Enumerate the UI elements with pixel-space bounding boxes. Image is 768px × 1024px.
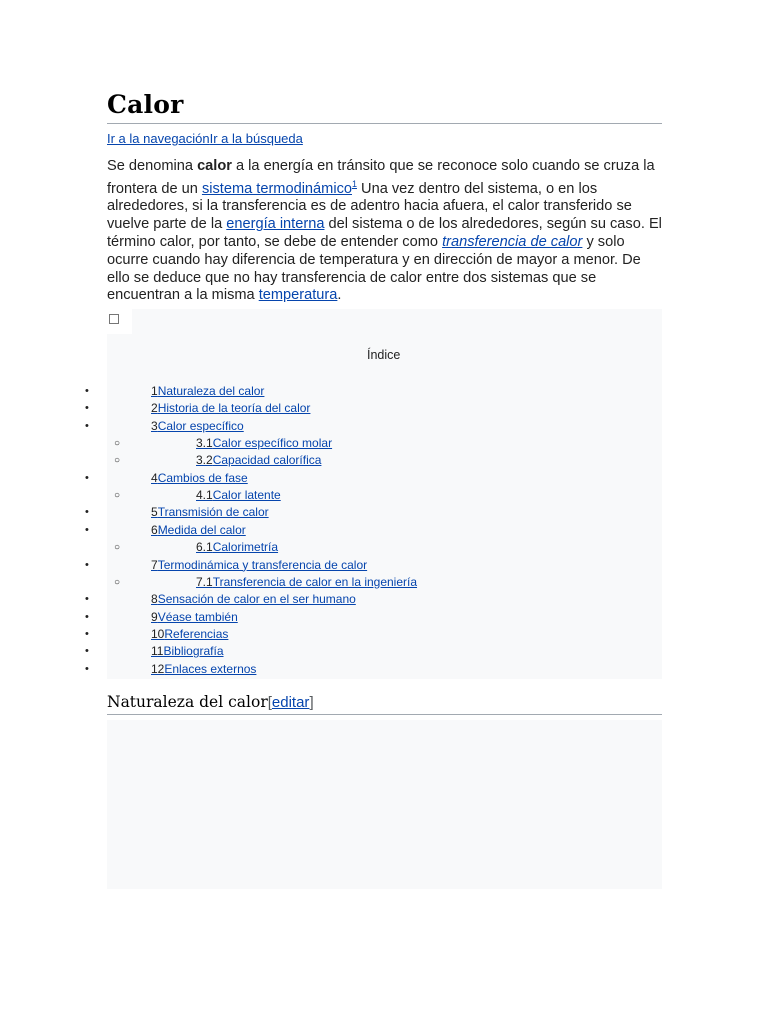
toc-item[interactable] [0, 557, 660, 574]
toc-item[interactable] [0, 539, 660, 556]
toc-number: 11 [151, 644, 164, 659]
circle-bullet-icon: ○ [114, 490, 121, 502]
link-sistema-termodinamico[interactable]: sistema termodinámico [201, 180, 352, 197]
circle-bullet-icon: ○ [114, 455, 121, 467]
toc-number: 8 [151, 592, 158, 607]
toc-label: Transferencia de calor en la ingeniería [212, 574, 418, 589]
intro-paragraph [107, 158, 665, 305]
toc-link[interactable] [151, 470, 248, 487]
toc-label: Bibliografía [163, 644, 224, 659]
toc-link[interactable] [151, 643, 224, 660]
toc-link[interactable] [151, 557, 367, 574]
toc-link[interactable] [196, 539, 278, 556]
intro-text: del sistema o de los alrededores, según su caso. El término calor, por tanto, se debe de entender como [107, 216, 662, 251]
toc-item[interactable] [0, 470, 660, 487]
toc-item[interactable] [0, 591, 660, 608]
toc-link[interactable] [151, 522, 246, 539]
toc-number: 1 [151, 384, 158, 398]
toc-item[interactable] [0, 435, 660, 452]
disc-bullet-icon: • [85, 419, 89, 432]
toc-link[interactable] [196, 435, 332, 452]
reference-link[interactable]: 1 [351, 178, 357, 189]
toc-item[interactable] [0, 609, 660, 626]
toc-item[interactable] [0, 487, 660, 504]
toc-number: 3.1 [196, 436, 213, 451]
image-placeholder [107, 720, 662, 889]
section-divider [107, 714, 662, 715]
toc-item[interactable] [0, 383, 660, 400]
toc-link[interactable] [196, 487, 281, 504]
intro-text: a la energía en tránsito que se reconoce solo cuando se cruza la frontera de un [107, 158, 655, 197]
disc-bullet-icon: • [85, 523, 89, 536]
toc-link[interactable] [151, 661, 256, 678]
circle-bullet-icon: ○ [114, 576, 121, 588]
page-title: Calor [107, 90, 184, 119]
toc-item[interactable] [0, 522, 660, 539]
toc-link[interactable] [151, 418, 244, 435]
intro-text: Una vez dentro del sistema, o en los alrededores, si la transferencia es de adentro hacia afuera, el calor transferido se vuelve parte de la [107, 180, 632, 233]
jump-to-navigation-link[interactable]: Ir a la navegación [107, 131, 210, 146]
intro-text: y solo ocurre cuando hay diferencia de temperatura y en dirección de mayor a menor. De ello se deduce que no hay transferencia de calor entre dos sistemas que se encuentran a la misma [107, 234, 641, 304]
toc-label: Calor específico molar [212, 436, 333, 451]
toc-number: 5 [151, 505, 158, 520]
toc-label: Naturaleza del calor [157, 384, 265, 398]
toc-number: 7 [151, 557, 158, 572]
disc-bullet-icon: • [85, 402, 89, 415]
toc-link[interactable] [151, 591, 356, 608]
toc-label: Calor latente [212, 488, 281, 503]
section-heading [107, 693, 314, 711]
jump-to-search-link[interactable]: Ir a la búsqueda [209, 131, 303, 146]
toc-number: 6.1 [196, 540, 213, 555]
toc-item[interactable] [0, 574, 660, 591]
toc-item[interactable] [0, 452, 660, 469]
toc-link[interactable] [151, 504, 269, 521]
toc-link[interactable] [196, 574, 417, 591]
disc-bullet-icon: • [85, 610, 89, 623]
toc-label: Transmisión de calor [157, 505, 269, 520]
toc-number: 2 [151, 401, 158, 416]
section-title: Naturaleza del calor [107, 693, 268, 711]
intro-text: . [337, 287, 342, 304]
edit-section-link[interactable]: editar [271, 694, 310, 711]
circle-bullet-icon: ○ [114, 438, 121, 450]
toc-number: 4 [151, 470, 158, 485]
toc-number: 10 [151, 626, 165, 641]
disc-bullet-icon: • [85, 645, 89, 658]
toc-number: 7.1 [196, 574, 213, 589]
toc-number: 4.1 [196, 488, 213, 503]
toc-link[interactable] [151, 383, 264, 400]
toc-label: Termodinámica y transferencia de calor [157, 557, 368, 572]
toc-number: 9 [151, 609, 158, 624]
toc-link[interactable] [151, 626, 228, 643]
disc-bullet-icon: • [85, 627, 89, 640]
toc-number: 3 [151, 418, 158, 433]
toc-toggle-checkbox[interactable] [109, 314, 119, 324]
toc-item[interactable] [0, 626, 660, 643]
toc-label: Referencias [164, 626, 229, 641]
jump-links [107, 131, 303, 146]
toc-item[interactable] [0, 504, 660, 521]
circle-bullet-icon: ○ [114, 542, 121, 554]
link-temperatura[interactable]: temperatura [258, 287, 338, 304]
toc-title: Índice [367, 348, 401, 362]
toc-link[interactable] [196, 452, 321, 469]
disc-bullet-icon: • [85, 506, 89, 519]
toc-number: 3.2 [196, 453, 213, 468]
toc-label: Calor específico [157, 418, 244, 433]
toc-item[interactable] [0, 400, 660, 417]
toc-label: Medida del calor [157, 522, 246, 537]
toc-link[interactable] [151, 609, 238, 626]
disc-bullet-icon: • [85, 662, 89, 675]
toc-item[interactable] [0, 418, 660, 435]
toc-label: Capacidad calorífica [212, 453, 322, 468]
link-transferencia-de-calor[interactable]: transferencia de calor [442, 234, 583, 251]
disc-bullet-icon: • [85, 471, 89, 484]
toc-label: Historia de la teoría del calor [157, 401, 311, 416]
toc-label: Cambios de fase [157, 470, 248, 485]
edit-bracket: ] [309, 694, 314, 711]
disc-bullet-icon: • [85, 558, 89, 571]
toc-item[interactable] [0, 661, 660, 678]
link-energia-interna[interactable]: energía interna [226, 216, 325, 233]
toc-item[interactable] [0, 643, 660, 660]
title-divider [107, 123, 662, 124]
toc-label: Sensación de calor en el ser humano [157, 592, 356, 607]
disc-bullet-icon: • [85, 385, 89, 397]
toc-number: 12 [151, 661, 165, 676]
toc-number: 6 [151, 522, 158, 537]
disc-bullet-icon: • [85, 593, 89, 606]
edit-bracket: [ [267, 694, 272, 711]
toc-link[interactable] [151, 400, 310, 417]
toc-label: Enlaces externos [164, 661, 257, 676]
toc-label: Calorimetría [212, 540, 279, 555]
intro-text: Se denomina [107, 158, 198, 174]
toc-label: Véase también [157, 609, 238, 624]
intro-bold-term: calor [197, 158, 232, 174]
